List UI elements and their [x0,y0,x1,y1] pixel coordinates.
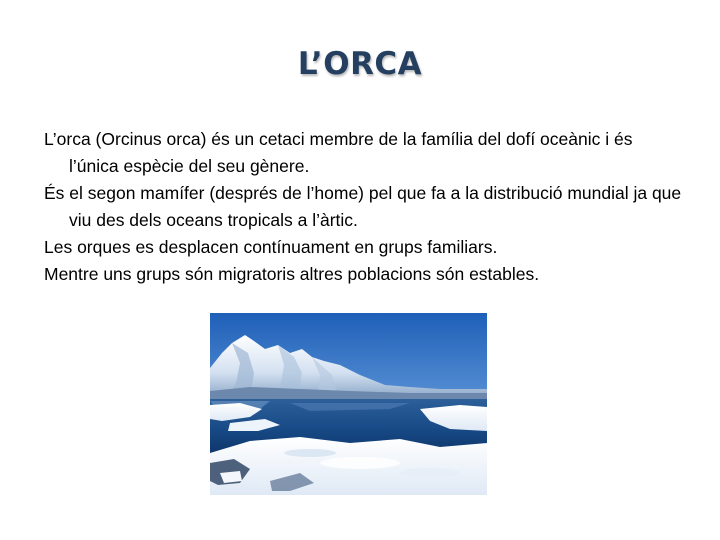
body-text [44,126,684,288]
paragraph-1: L’orca (Orcinus orca) és un cetaci membre de la família del dofí oceànic i és l’única espècie del seu gènere. [44,129,633,176]
arctic-landscape-photo [210,313,487,495]
paragraph-4: Mentre uns grups són migratoris altres poblacions són estables. [44,264,540,284]
paragraph-2: És el segon mamífer (després de l’home) pel que fa a la distribució mundial ja que viu des dels oceans tropicals a l’àrtic. [44,183,682,230]
paragraph-3: Les orques es desplacen contínuament en grups familiars. [44,237,498,257]
slide-title: L’ORCA [297,46,423,82]
